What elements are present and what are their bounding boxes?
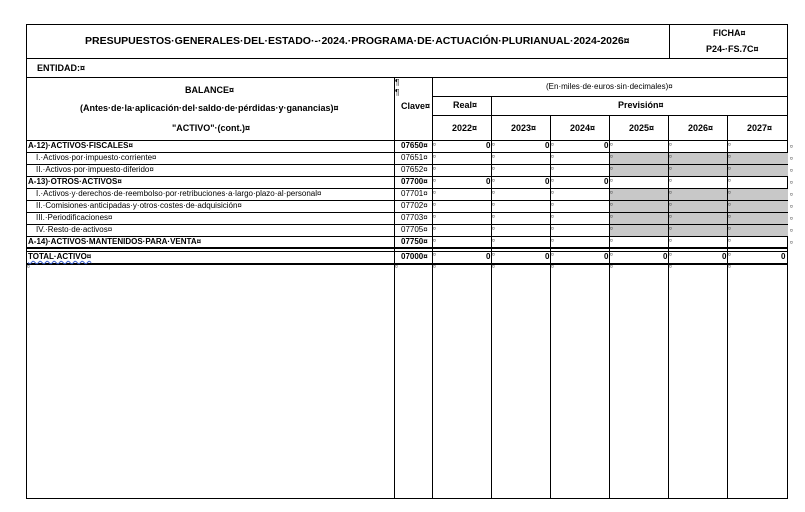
cell-mark: ¤ xyxy=(610,178,613,184)
cell-mark: ¤ xyxy=(669,226,672,232)
row-label: I.·Activos·por·impuesto·corriente¤ xyxy=(36,153,157,162)
row-end-mark: ¤ xyxy=(790,168,793,174)
balance-title: BALANCE¤ xyxy=(185,85,235,95)
cell-mark: ¤ xyxy=(728,226,731,232)
cell-mark: ¤ xyxy=(492,178,495,184)
cell-mark: ¤ xyxy=(492,166,495,172)
cell-mark: ¤ xyxy=(610,142,613,148)
cell-mark: ¤ xyxy=(551,154,554,160)
cell-mark: ¤ xyxy=(492,154,495,160)
cell-mark: ¤ xyxy=(669,178,672,184)
year-2026: 2026¤ xyxy=(688,123,714,133)
ficha-code: P24-·FS.7C¤ xyxy=(706,44,759,54)
cell-mark: ¤ xyxy=(492,252,495,258)
cell-mark: ¤ xyxy=(669,142,672,148)
prevision-header: Previsión¤ xyxy=(618,100,664,110)
cell-mark: ¤ xyxy=(728,190,731,196)
total-value: 0 xyxy=(545,252,550,261)
cell-mark: ¤ xyxy=(728,264,731,270)
year-2025: 2025¤ xyxy=(629,123,655,133)
cell-mark: ¤ xyxy=(610,166,613,172)
cell-mark: ¤ xyxy=(669,264,672,270)
row-end-mark: ¤ xyxy=(790,228,793,234)
cell-mark: ¤ xyxy=(669,154,672,160)
pilcrow-mark: ¶ xyxy=(395,78,400,87)
cell-mark: ¤ xyxy=(433,166,436,172)
year-2023: 2023¤ xyxy=(511,123,537,133)
cell-mark: ¤ xyxy=(433,178,436,184)
col-divider xyxy=(550,115,551,499)
value-cell: 0 xyxy=(545,177,550,186)
cell-mark: ¤ xyxy=(610,202,613,208)
cell-mark: ¤ xyxy=(492,238,495,244)
cell-mark: ¤ xyxy=(551,166,554,172)
clave-code: 07701¤ xyxy=(401,189,428,198)
row-label: I.·Activos·y·derechos·de·reembolso·por·retribuciones·a·largo·plazo·al·personal¤ xyxy=(36,189,322,198)
cell-mark: ¤ xyxy=(728,238,731,244)
total-value: 0 xyxy=(486,252,491,261)
cell-mark: ¤ xyxy=(492,202,495,208)
cell-mark: ¤ xyxy=(551,202,554,208)
cell-mark: ¤ xyxy=(395,264,398,270)
cell-mark: ¤ xyxy=(551,252,554,258)
cell-mark: ¤ xyxy=(728,166,731,172)
activo-label: "ACTIVO"·(cont.)¤ xyxy=(172,123,251,133)
total-value: 0 xyxy=(722,252,727,261)
row-end-mark: ¤ xyxy=(790,204,793,210)
clave-code: 07650¤ xyxy=(401,141,428,150)
cell-mark: ¤ xyxy=(492,190,495,196)
value-cell: 0 xyxy=(604,177,609,186)
page-title: PRESUPUESTOS·GENERALES·DEL·ESTADO·-·2024.·PROGRAMA·DE·ACTUACIÓN·PLURIANUAL·2024-2026¤ xyxy=(85,35,630,47)
clave-code: 07651¤ xyxy=(401,153,428,162)
cell-mark: ¤ xyxy=(433,202,436,208)
cell-mark: ¤ xyxy=(728,202,731,208)
balance-subtitle: (Antes·de·la·aplicación·del·saldo·de·pérdidas·y·ganancias)¤ xyxy=(80,103,339,113)
row-label-a13: A-13)·OTROS·ACTIVOS¤ xyxy=(28,177,122,186)
cell-mark: ¤ xyxy=(728,142,731,148)
clave-code: 07700¤ xyxy=(401,177,428,186)
clave-code: 07702¤ xyxy=(401,201,428,210)
row-end-mark: ¤ xyxy=(790,144,793,150)
cell-mark: ¤ xyxy=(728,214,731,220)
cell-mark: ¤ xyxy=(728,252,731,258)
row-label-a12: A-12)·ACTIVOS·FISCALES¤ xyxy=(28,141,133,150)
cell-mark: ¤ xyxy=(551,214,554,220)
year-2027: 2027¤ xyxy=(747,123,773,133)
total-value: 0 xyxy=(781,252,786,261)
cell-mark: ¤ xyxy=(433,190,436,196)
cell-mark: ¤ xyxy=(433,226,436,232)
value-cell: 0 xyxy=(486,177,491,186)
cell-mark: ¤ xyxy=(610,264,613,270)
clave-code: 07000¤ xyxy=(401,252,428,261)
entidad-label: ENTIDAD:¤ xyxy=(37,63,86,73)
cell-mark: ¤ xyxy=(433,264,436,270)
cell-mark: ¤ xyxy=(492,264,495,270)
cell-mark: ¤ xyxy=(27,264,30,270)
cell-mark: ¤ xyxy=(669,238,672,244)
cell-mark: ¤ xyxy=(551,142,554,148)
pilcrow-mark: ¶ xyxy=(395,88,400,97)
value-cell: 0 xyxy=(486,141,491,150)
cell-mark: ¤ xyxy=(610,190,613,196)
cell-mark: ¤ xyxy=(433,252,436,258)
cell-mark: ¤ xyxy=(433,142,436,148)
row-end-mark: ¤ xyxy=(790,240,793,246)
cell-mark: ¤ xyxy=(728,178,731,184)
year-2022: 2022¤ xyxy=(452,123,478,133)
real-header: Real¤ xyxy=(453,100,478,110)
cell-mark: ¤ xyxy=(669,252,672,258)
year-2024: 2024¤ xyxy=(570,123,596,133)
cell-mark: ¤ xyxy=(610,252,613,258)
cell-mark: ¤ xyxy=(610,214,613,220)
clave-code: 07703¤ xyxy=(401,213,428,222)
total-value: 0 xyxy=(663,252,668,261)
cell-mark: ¤ xyxy=(492,226,495,232)
row-label: II.·Comisiones·anticipadas·y·otros·costes·de·adquisición¤ xyxy=(36,201,242,210)
cell-mark: ¤ xyxy=(669,166,672,172)
cell-mark: ¤ xyxy=(669,214,672,220)
cell-mark: ¤ xyxy=(551,190,554,196)
row-label: II.·Activos·por·impuesto·diferido¤ xyxy=(36,165,154,174)
cell-mark: ¤ xyxy=(492,142,495,148)
col-divider xyxy=(668,115,669,499)
row-label: IV.·Resto·de·activos¤ xyxy=(36,225,113,234)
col-divider xyxy=(727,115,728,499)
cell-mark: ¤ xyxy=(728,154,731,160)
cell-mark: ¤ xyxy=(551,238,554,244)
total-value: 0 xyxy=(604,252,609,261)
cell-mark: ¤ xyxy=(610,226,613,232)
row-rule-thick xyxy=(26,263,788,265)
cell-mark: ¤ xyxy=(551,226,554,232)
entidad-bottom-rule xyxy=(26,77,788,78)
row-end-mark: ¤ xyxy=(790,156,793,162)
value-cell: 0 xyxy=(604,141,609,150)
cell-mark: ¤ xyxy=(433,238,436,244)
title-divider xyxy=(669,24,670,58)
cell-mark: ¤ xyxy=(669,190,672,196)
cell-mark: ¤ xyxy=(492,214,495,220)
cell-mark: ¤ xyxy=(610,154,613,160)
clave-code: 07652¤ xyxy=(401,165,428,174)
cell-mark: ¤ xyxy=(551,178,554,184)
title-bottom-rule xyxy=(26,58,788,59)
row-end-mark: ¤ xyxy=(790,180,793,186)
row-rule-thick xyxy=(26,247,788,249)
clave-header: Clave¤ xyxy=(401,101,431,111)
units-note: (En·miles·de·euros·sin·decimales)¤ xyxy=(546,82,673,91)
clave-code: 07750¤ xyxy=(401,237,428,246)
ficha-label: FICHA¤ xyxy=(713,28,746,38)
total-activo-label: TOTAL·ACTIVO¤ xyxy=(28,252,92,261)
row-label: III.·Periodificaciones¤ xyxy=(36,213,113,222)
cell-mark: ¤ xyxy=(433,214,436,220)
row-end-mark: ¤ xyxy=(790,216,793,222)
cell-mark: ¤ xyxy=(610,238,613,244)
cell-mark: ¤ xyxy=(433,154,436,160)
units-rule xyxy=(432,96,788,97)
row-label-a14: A-14)·ACTIVOS·MANTENIDOS·PARA·VENTA¤ xyxy=(28,237,202,246)
value-cell: 0 xyxy=(545,141,550,150)
cell-mark: ¤ xyxy=(551,264,554,270)
col-divider xyxy=(609,115,610,499)
row-end-mark: ¤ xyxy=(790,192,793,198)
cell-mark: ¤ xyxy=(669,202,672,208)
subheader-rule xyxy=(432,115,788,116)
clave-code: 07705¤ xyxy=(401,225,428,234)
